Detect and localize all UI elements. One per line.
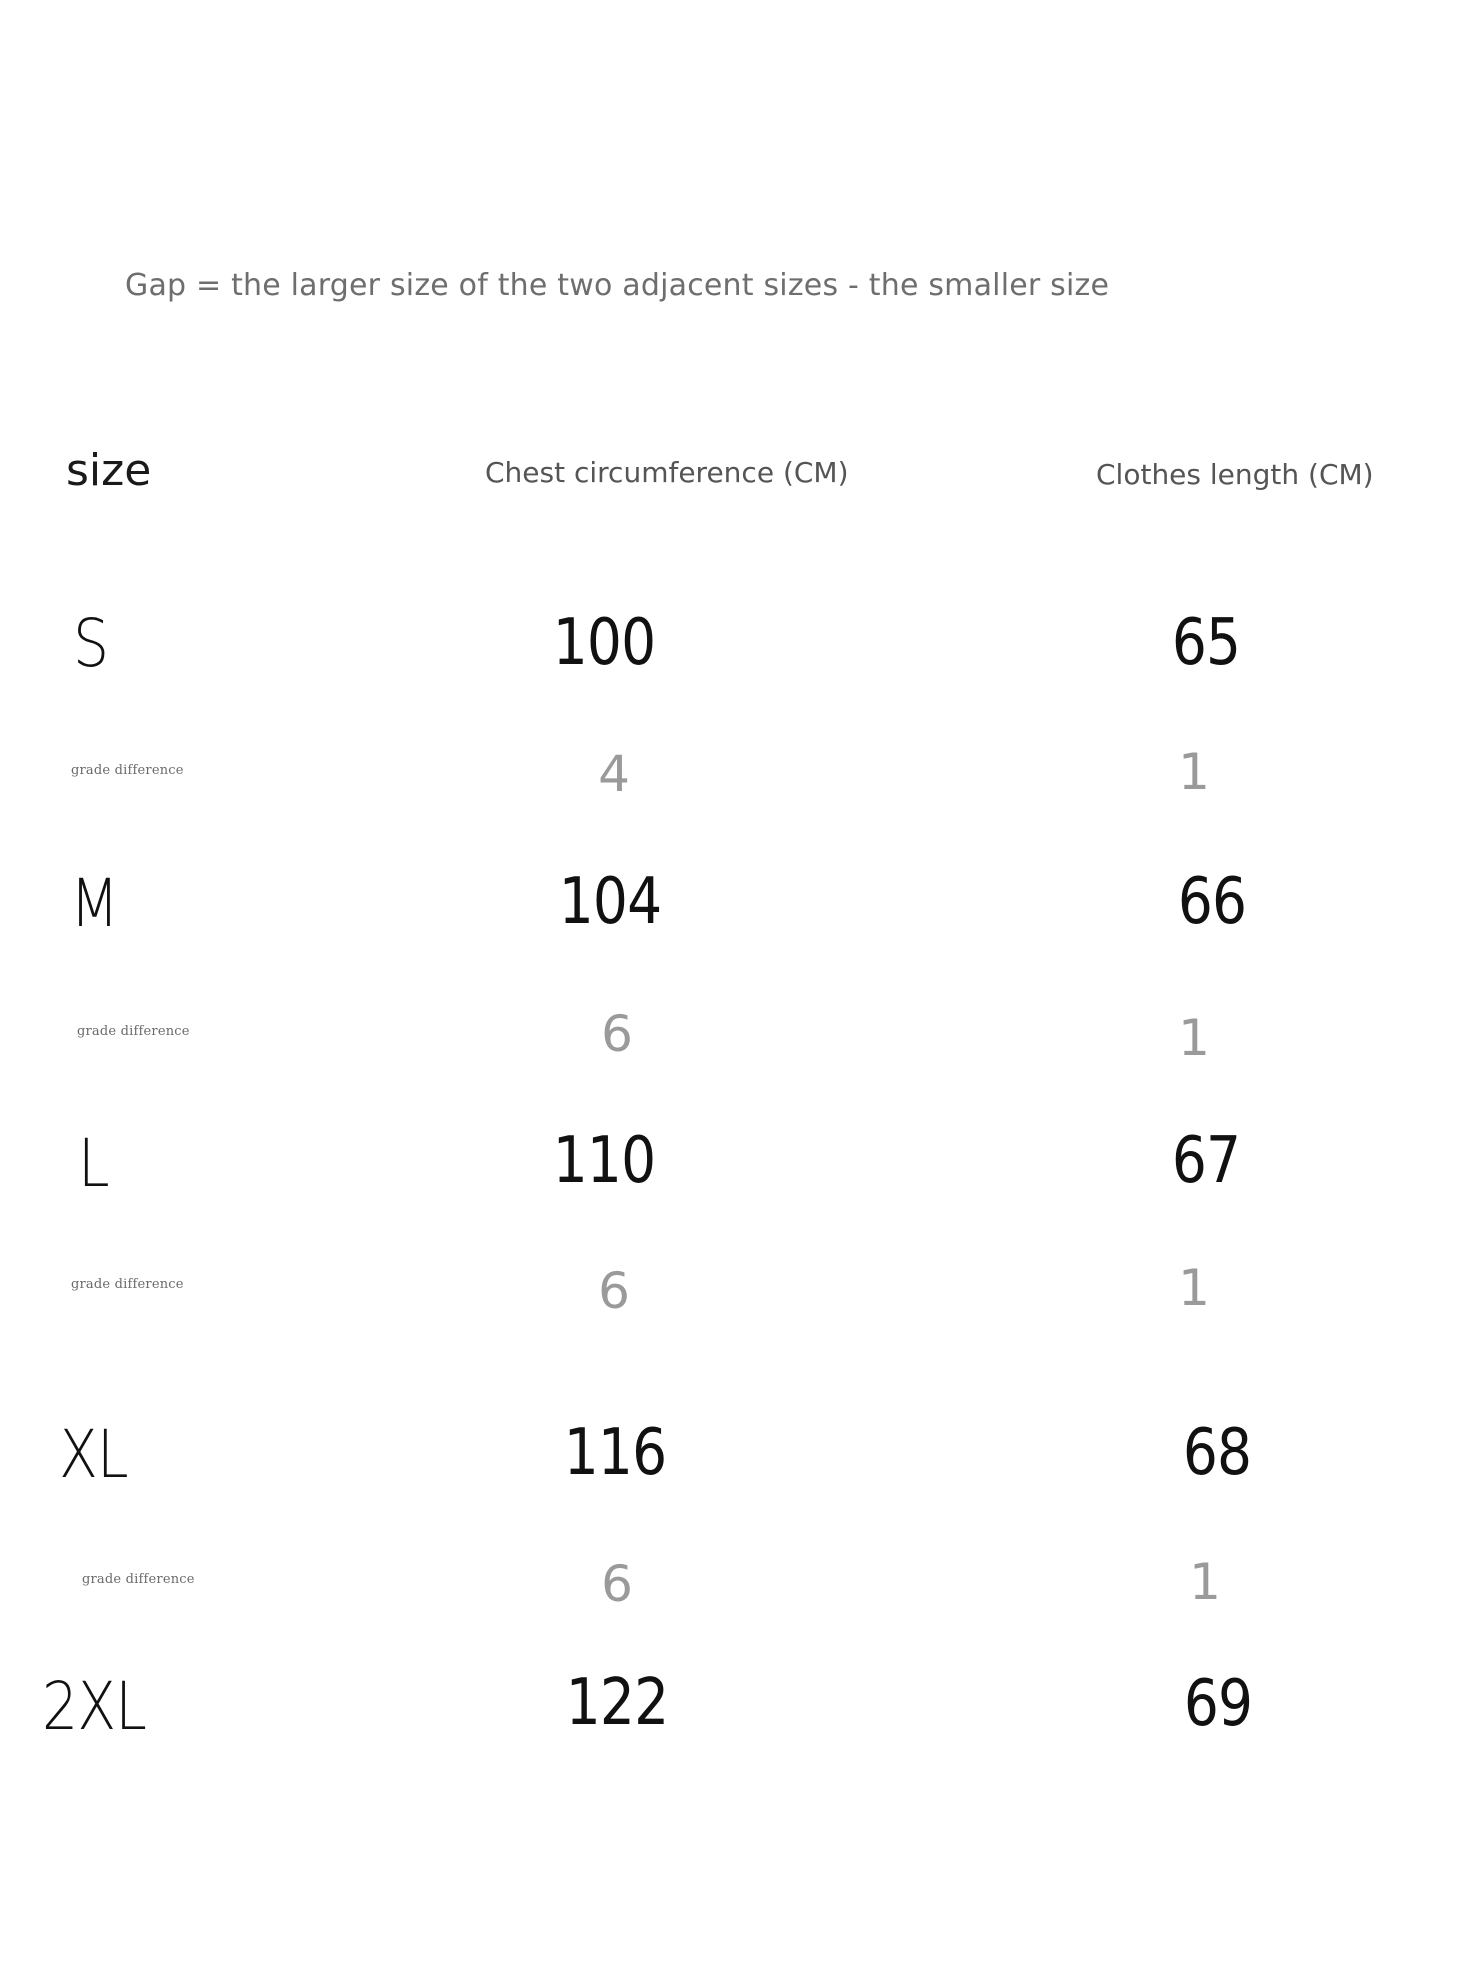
length-difference: 1 [1178,743,1210,801]
chest-value-m: 104 [558,865,662,939]
length-value-l: 67 [1171,1124,1241,1198]
chest-difference: 4 [598,745,630,803]
chest-value-s: 100 [552,606,656,680]
size-column-header: size [66,445,152,496]
length-value-2xl: 69 [1183,1667,1253,1741]
grade-difference-label: grade difference [71,763,184,778]
length-value-m: 66 [1177,865,1247,939]
length-value-s: 65 [1171,606,1241,680]
size-label-m: M [70,865,119,942]
chest-difference: 6 [601,1005,633,1063]
length-value-xl: 68 [1182,1416,1252,1490]
chest-column-header: Chest circumference (CM) [485,456,849,489]
size-label-s: S [73,605,109,682]
grade-difference-label: grade difference [71,1277,184,1292]
grade-difference-label: grade difference [77,1024,190,1039]
chest-difference: 6 [601,1555,633,1613]
chest-value-l: 110 [552,1124,656,1198]
length-column-header: Clothes length (CM) [1096,458,1374,491]
size-label-l: L [78,1125,109,1202]
length-difference: 1 [1178,1259,1210,1317]
length-difference: 1 [1178,1009,1210,1067]
chest-difference: 6 [598,1262,630,1320]
grade-difference-label: grade difference [82,1572,195,1587]
size-label-xl: XL [59,1416,128,1493]
chest-value-xl: 116 [563,1416,667,1490]
gap-definition-note: Gap = the larger size of the two adjacent sizes - the smaller size [125,268,1110,303]
size-label-2xl: 2XL [42,1668,147,1745]
length-difference: 1 [1189,1553,1221,1611]
chest-value-2xl: 122 [565,1666,669,1740]
